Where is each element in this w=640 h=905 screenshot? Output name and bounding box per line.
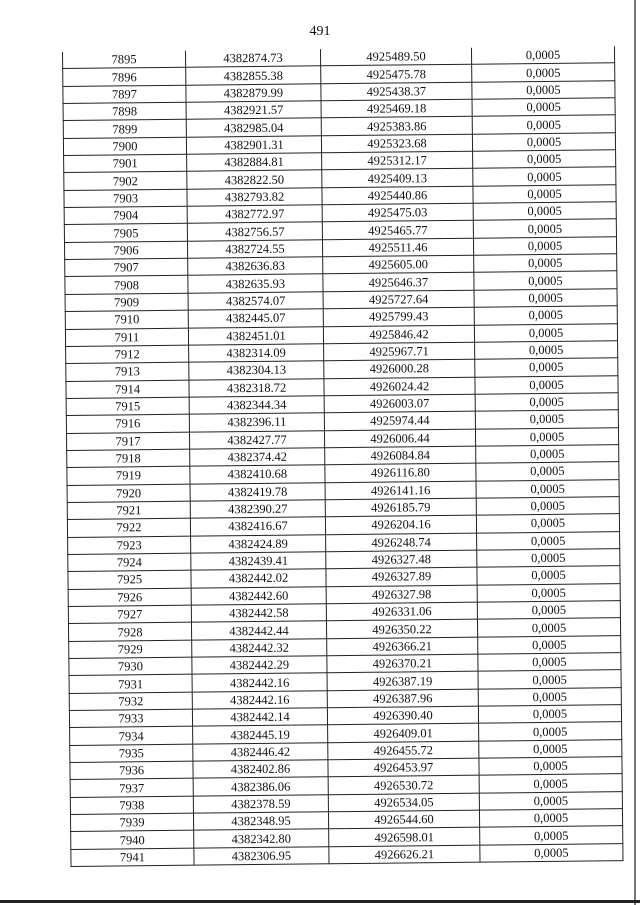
y-coordinate-cell: 4925438.37 [321, 82, 472, 101]
point-number-cell: 7941 [71, 848, 194, 867]
point-number-cell: 7897 [63, 85, 186, 104]
error-cell: 0,0005 [475, 393, 618, 412]
point-number-cell: 7910 [65, 310, 188, 329]
point-number-cell: 7923 [68, 536, 191, 555]
x-coordinate-cell: 4382855.38 [186, 66, 321, 85]
x-coordinate-cell: 4382574.07 [188, 292, 323, 311]
error-cell: 0,0005 [479, 791, 622, 810]
page-bottom-line [0, 900, 640, 903]
point-number-cell: 7915 [66, 397, 189, 416]
x-coordinate-cell: 4382402.86 [193, 760, 328, 779]
y-coordinate-cell: 4926370.21 [327, 654, 478, 673]
error-cell: 0,0005 [476, 445, 619, 464]
x-coordinate-cell: 4382636.83 [188, 257, 323, 276]
x-coordinate-cell: 4382442.32 [192, 638, 327, 657]
y-coordinate-cell: 4926409.01 [328, 724, 479, 743]
point-number-cell: 7924 [68, 553, 191, 572]
x-coordinate-cell: 4382419.78 [190, 482, 325, 501]
x-coordinate-cell: 4382442.29 [192, 656, 327, 675]
y-coordinate-cell: 4925475.78 [321, 65, 472, 84]
coordinates-table-wrap [62, 46, 619, 867]
y-coordinate-cell: 4925799.43 [323, 307, 474, 326]
error-cell: 0,0005 [480, 826, 623, 845]
error-cell: 0,0005 [472, 80, 615, 99]
y-coordinate-cell: 4926327.48 [326, 550, 477, 569]
y-coordinate-cell: 4925323.68 [321, 134, 472, 153]
error-cell: 0,0005 [478, 670, 621, 689]
y-coordinate-cell: 4926350.22 [326, 620, 477, 639]
point-number-cell: 7936 [70, 761, 193, 780]
y-coordinate-cell: 4926390.40 [327, 706, 478, 725]
y-coordinate-cell: 4926530.72 [328, 776, 479, 795]
error-cell: 0,0005 [473, 150, 616, 169]
x-coordinate-cell: 4382424.89 [191, 534, 326, 553]
x-coordinate-cell: 4382427.77 [189, 430, 324, 449]
error-cell: 0,0005 [475, 358, 618, 377]
y-coordinate-cell: 4926453.97 [328, 758, 479, 777]
point-number-cell: 7918 [67, 449, 190, 468]
x-coordinate-cell: 4382442.60 [191, 586, 326, 605]
error-cell: 0,0005 [478, 687, 621, 706]
x-coordinate-cell: 4382348.95 [193, 812, 328, 831]
error-cell: 0,0005 [472, 63, 615, 82]
error-cell: 0,0005 [476, 462, 619, 481]
x-coordinate-cell: 4382442.16 [192, 673, 327, 692]
y-coordinate-cell: 4926003.07 [324, 394, 475, 413]
x-coordinate-cell: 4382901.31 [186, 136, 321, 155]
error-cell: 0,0005 [477, 601, 620, 620]
error-cell: 0,0005 [478, 635, 621, 654]
error-cell: 0,0005 [479, 739, 622, 758]
y-coordinate-cell: 4925727.64 [323, 290, 474, 309]
y-coordinate-cell: 4926024.42 [324, 377, 475, 396]
y-coordinate-cell: 4926626.21 [329, 845, 480, 864]
y-coordinate-cell: 4926084.84 [325, 446, 476, 465]
x-coordinate-cell: 4382772.97 [187, 205, 322, 224]
error-cell: 0,0005 [478, 705, 621, 724]
error-cell: 0,0005 [477, 566, 620, 585]
error-cell: 0,0005 [479, 809, 622, 828]
point-number-cell: 7935 [70, 744, 193, 763]
error-cell: 0,0005 [473, 167, 616, 186]
error-cell: 0,0005 [475, 341, 618, 360]
y-coordinate-cell: 4926185.79 [325, 498, 476, 517]
point-number-cell: 7925 [68, 570, 191, 589]
x-coordinate-cell: 4382416.67 [190, 517, 325, 536]
point-number-cell: 7907 [65, 258, 188, 277]
y-coordinate-cell: 4925475.03 [322, 203, 473, 222]
point-number-cell: 7940 [71, 831, 194, 850]
point-number-cell: 7909 [65, 293, 188, 312]
coordinates-table [62, 46, 624, 867]
x-coordinate-cell: 4382724.55 [187, 240, 322, 259]
x-coordinate-cell: 4382386.06 [193, 777, 328, 796]
x-coordinate-cell: 4382314.09 [189, 344, 324, 363]
point-number-cell: 7913 [66, 362, 189, 381]
point-number-cell: 7926 [68, 588, 191, 607]
point-number-cell: 7929 [69, 640, 192, 659]
point-number-cell: 7905 [64, 224, 187, 243]
x-coordinate-cell: 4382390.27 [190, 500, 325, 519]
error-cell: 0,0005 [479, 774, 622, 793]
error-cell: 0,0005 [475, 427, 618, 446]
error-cell: 0,0005 [480, 843, 623, 862]
point-number-cell: 7904 [64, 206, 187, 225]
x-coordinate-cell: 4382304.13 [189, 361, 324, 380]
y-coordinate-cell: 4926455.72 [328, 741, 479, 760]
y-coordinate-cell: 4926204.16 [325, 515, 476, 534]
point-number-cell: 7939 [70, 813, 193, 832]
error-cell: 0,0005 [473, 202, 616, 221]
point-number-cell: 7932 [69, 692, 192, 711]
x-coordinate-cell: 4382635.93 [188, 274, 323, 293]
y-coordinate-cell: 4925409.13 [322, 169, 473, 188]
y-coordinate-cell: 4925511.46 [322, 238, 473, 257]
point-number-cell: 7934 [70, 727, 193, 746]
y-coordinate-cell: 4926387.96 [327, 689, 478, 708]
x-coordinate-cell: 4382874.73 [185, 49, 320, 67]
y-coordinate-cell: 4925489.50 [320, 48, 471, 66]
error-cell: 0,0005 [478, 653, 621, 672]
x-coordinate-cell: 4382822.50 [187, 170, 322, 189]
y-coordinate-cell: 4925383.86 [321, 117, 472, 136]
y-coordinate-cell: 4926327.89 [326, 567, 477, 586]
point-number-cell: 7903 [64, 189, 187, 208]
x-coordinate-cell: 4382374.42 [190, 448, 325, 467]
error-cell: 0,0005 [475, 375, 618, 394]
point-number-cell: 7931 [69, 675, 192, 694]
y-coordinate-cell: 4926006.44 [324, 429, 475, 448]
x-coordinate-cell: 4382442.58 [191, 604, 326, 623]
point-number-cell: 7930 [69, 657, 192, 676]
point-number-cell: 7901 [64, 154, 187, 173]
x-coordinate-cell: 4382451.01 [188, 326, 323, 345]
x-coordinate-cell: 4382410.68 [190, 465, 325, 484]
point-number-cell: 7937 [70, 779, 193, 798]
x-coordinate-cell: 4382985.04 [186, 118, 321, 137]
x-coordinate-cell: 4382442.16 [192, 690, 327, 709]
point-number-cell: 7900 [63, 137, 186, 156]
point-number-cell: 7911 [65, 328, 188, 347]
x-coordinate-cell: 4382342.80 [194, 829, 329, 848]
x-coordinate-cell: 4382793.82 [187, 188, 322, 207]
point-number-cell: 7921 [67, 501, 190, 520]
page-number: 491 [309, 24, 331, 39]
x-coordinate-cell: 4382378.59 [193, 795, 328, 814]
error-cell: 0,0005 [472, 115, 615, 134]
y-coordinate-cell: 4926000.28 [324, 359, 475, 378]
point-number-cell: 7938 [70, 796, 193, 815]
error-cell: 0,0005 [474, 271, 617, 290]
y-coordinate-cell: 4926327.98 [326, 585, 477, 604]
x-coordinate-cell: 4382884.81 [187, 153, 322, 172]
y-coordinate-cell: 4926141.16 [325, 481, 476, 500]
y-coordinate-cell: 4925312.17 [322, 151, 473, 170]
y-coordinate-cell: 4926366.21 [327, 637, 478, 656]
point-number-cell: 7916 [66, 414, 189, 433]
x-coordinate-cell: 4382306.95 [194, 847, 329, 866]
point-number-cell: 7920 [67, 484, 190, 503]
y-coordinate-cell: 4925846.42 [323, 325, 474, 344]
y-coordinate-cell: 4925605.00 [323, 255, 474, 274]
error-cell: 0,0005 [476, 514, 619, 533]
error-cell: 0,0005 [479, 722, 622, 741]
y-coordinate-cell: 4926387.19 [327, 672, 478, 691]
point-number-cell: 7899 [63, 120, 186, 139]
point-number-cell: 7927 [68, 605, 191, 624]
x-coordinate-cell: 4382921.57 [186, 101, 321, 120]
x-coordinate-cell: 4382396.11 [189, 413, 324, 432]
x-coordinate-cell: 4382445.19 [193, 725, 328, 744]
point-number-cell: 7912 [66, 345, 189, 364]
point-number-cell: 7895 [62, 51, 185, 69]
error-cell: 0,0005 [472, 132, 615, 151]
error-cell: 0,0005 [477, 618, 620, 637]
y-coordinate-cell: 4926544.60 [328, 810, 479, 829]
point-number-cell: 7928 [68, 623, 191, 642]
point-number-cell: 7906 [64, 241, 187, 260]
y-coordinate-cell: 4925646.37 [323, 273, 474, 292]
error-cell: 0,0005 [477, 583, 620, 602]
y-coordinate-cell: 4925465.77 [322, 221, 473, 240]
point-number-cell: 7922 [67, 518, 190, 537]
error-cell: 0,0005 [474, 254, 617, 273]
error-cell: 0,0005 [473, 219, 616, 238]
error-cell: 0,0005 [474, 289, 617, 308]
x-coordinate-cell: 4382442.44 [191, 621, 326, 640]
error-cell: 0,0005 [474, 306, 617, 325]
y-coordinate-cell: 4925974.44 [324, 411, 475, 430]
y-coordinate-cell: 4925469.18 [321, 99, 472, 118]
y-coordinate-cell: 4925967.71 [324, 342, 475, 361]
point-number-cell: 7898 [63, 102, 186, 121]
point-number-cell: 7908 [65, 276, 188, 295]
point-number-cell: 7933 [69, 709, 192, 728]
x-coordinate-cell: 4382442.02 [191, 569, 326, 588]
y-coordinate-cell: 4926331.06 [326, 602, 477, 621]
y-coordinate-cell: 4926598.01 [329, 828, 480, 847]
point-number-cell: 7917 [66, 432, 189, 451]
y-coordinate-cell: 4926534.05 [328, 793, 479, 812]
y-coordinate-cell: 4926116.80 [325, 463, 476, 482]
x-coordinate-cell: 4382439.41 [191, 552, 326, 571]
coordinates-table-body [62, 46, 623, 866]
point-number-cell: 7914 [66, 380, 189, 399]
error-cell: 0,0005 [472, 98, 615, 117]
error-cell: 0,0005 [473, 184, 616, 203]
error-cell: 0,0005 [477, 531, 620, 550]
x-coordinate-cell: 4382446.42 [193, 743, 328, 762]
error-cell: 0,0005 [477, 549, 620, 568]
y-coordinate-cell: 4926248.74 [326, 533, 477, 552]
point-number-cell: 7919 [67, 466, 190, 485]
x-coordinate-cell: 4382442.14 [192, 708, 327, 727]
page-edge-line [634, 0, 636, 905]
x-coordinate-cell: 4382344.34 [189, 396, 324, 415]
x-coordinate-cell: 4382879.99 [186, 83, 321, 102]
error-cell: 0,0005 [476, 479, 619, 498]
error-cell: 0,0005 [476, 497, 619, 516]
point-number-cell: 7896 [63, 68, 186, 87]
x-coordinate-cell: 4382445.07 [188, 309, 323, 328]
x-coordinate-cell: 4382318.72 [189, 378, 324, 397]
error-cell: 0,0005 [479, 757, 622, 776]
x-coordinate-cell: 4382756.57 [187, 222, 322, 241]
error-cell: 0,0005 [474, 323, 617, 342]
y-coordinate-cell: 4925440.86 [322, 186, 473, 205]
point-number-cell: 7902 [64, 172, 187, 191]
error-cell: 0,0005 [475, 410, 618, 429]
error-cell: 0,0005 [473, 236, 616, 255]
error-cell: 0,0005 [471, 46, 614, 64]
